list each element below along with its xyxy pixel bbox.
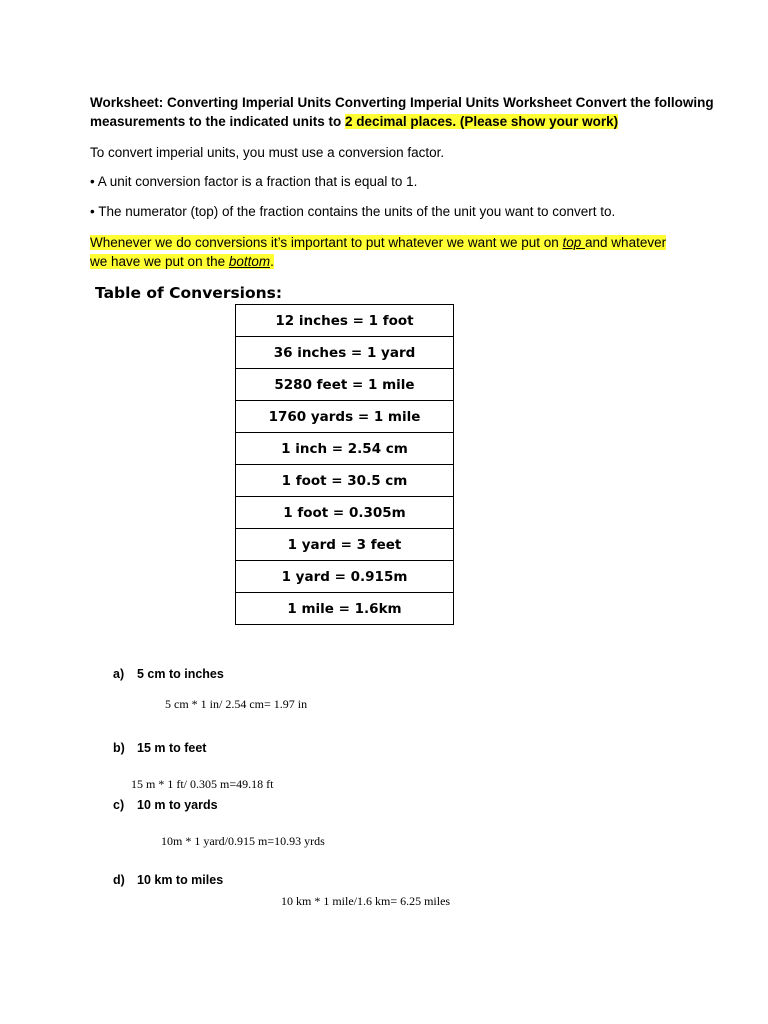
table-row bbox=[236, 433, 454, 465]
title-line-1: Worksheet: Converting Imperial Units Converting Imperial Units Worksheet Convert the following bbox=[90, 95, 714, 110]
rule-text-1: Whenever we do conversions it’s important to put whatever we want we put on bbox=[90, 235, 563, 250]
rule-bottom-word: bottom bbox=[228, 254, 271, 269]
rule-top-word: top bbox=[562, 235, 586, 250]
table-cell: 1 yard = 3 feet bbox=[236, 529, 454, 561]
question-a-label: a) bbox=[113, 667, 125, 681]
answer-a: 5 cm * 1 in/ 2.54 cm= 1.97 in bbox=[165, 697, 308, 711]
table-row bbox=[236, 369, 454, 401]
table-row bbox=[236, 497, 454, 529]
table-row bbox=[236, 561, 454, 593]
worksheet-title bbox=[90, 93, 714, 131]
question-a-text: 5 cm to inches bbox=[137, 667, 224, 681]
question-b-label: b) bbox=[113, 741, 125, 755]
answer-d: 10 km * 1 mile/1.6 km= 6.25 miles bbox=[281, 894, 451, 908]
table-title: Table of Conversions: bbox=[95, 284, 283, 302]
table-cell: 1 foot = 0.305m bbox=[236, 497, 454, 529]
question-d-label: d) bbox=[113, 873, 125, 887]
conversion-table bbox=[235, 304, 454, 625]
table-cell: 1 foot = 30.5 cm bbox=[236, 465, 454, 497]
question-b bbox=[113, 741, 206, 755]
table-row bbox=[236, 401, 454, 433]
rule-end: . bbox=[270, 254, 274, 269]
title-line-2: measurements to the indicated units to bbox=[90, 114, 346, 129]
table-cell: 1760 yards = 1 mile bbox=[236, 401, 454, 433]
bullet-numerator: • The numerator (top) of the fraction contains the units of the unit you want to convert to. bbox=[90, 204, 616, 219]
table-cell: 36 inches = 1 yard bbox=[236, 337, 454, 369]
highlighted-rule bbox=[90, 233, 680, 271]
table-cell: 1 inch = 2.54 cm bbox=[236, 433, 454, 465]
question-c-label: c) bbox=[113, 798, 125, 812]
answer-c: 10m * 1 yard/0.915 m=10.93 yrds bbox=[161, 834, 325, 848]
question-d-text: 10 km to miles bbox=[137, 873, 224, 887]
answer-b: 15 m * 1 ft/ 0.305 m=49.18 ft bbox=[131, 777, 274, 791]
table-row bbox=[236, 529, 454, 561]
question-d bbox=[113, 873, 223, 887]
table-row bbox=[236, 305, 454, 337]
table-cell: 1 yard = 0.915m bbox=[236, 561, 454, 593]
table-row bbox=[236, 465, 454, 497]
table-cell: 1 mile = 1.6km bbox=[236, 593, 454, 625]
bullet-conversion-factor: • A unit conversion factor is a fraction that is equal to 1. bbox=[90, 174, 418, 189]
table-cell: 12 inches = 1 foot bbox=[236, 305, 454, 337]
question-b-text: 15 m to feet bbox=[137, 741, 207, 755]
decimal-instruction-highlight: 2 decimal places. (Please show your work) bbox=[345, 114, 619, 129]
intro-sentence: To convert imperial units, you must use a conversion factor. bbox=[90, 145, 445, 160]
question-c bbox=[113, 798, 218, 812]
table-row bbox=[236, 337, 454, 369]
rule-text-2: and whatever we have we put on the bbox=[90, 235, 667, 269]
table-cell: 5280 feet = 1 mile bbox=[236, 369, 454, 401]
question-c-text: 10 m to yards bbox=[137, 798, 218, 812]
question-a bbox=[113, 667, 224, 681]
table-row bbox=[236, 593, 454, 625]
